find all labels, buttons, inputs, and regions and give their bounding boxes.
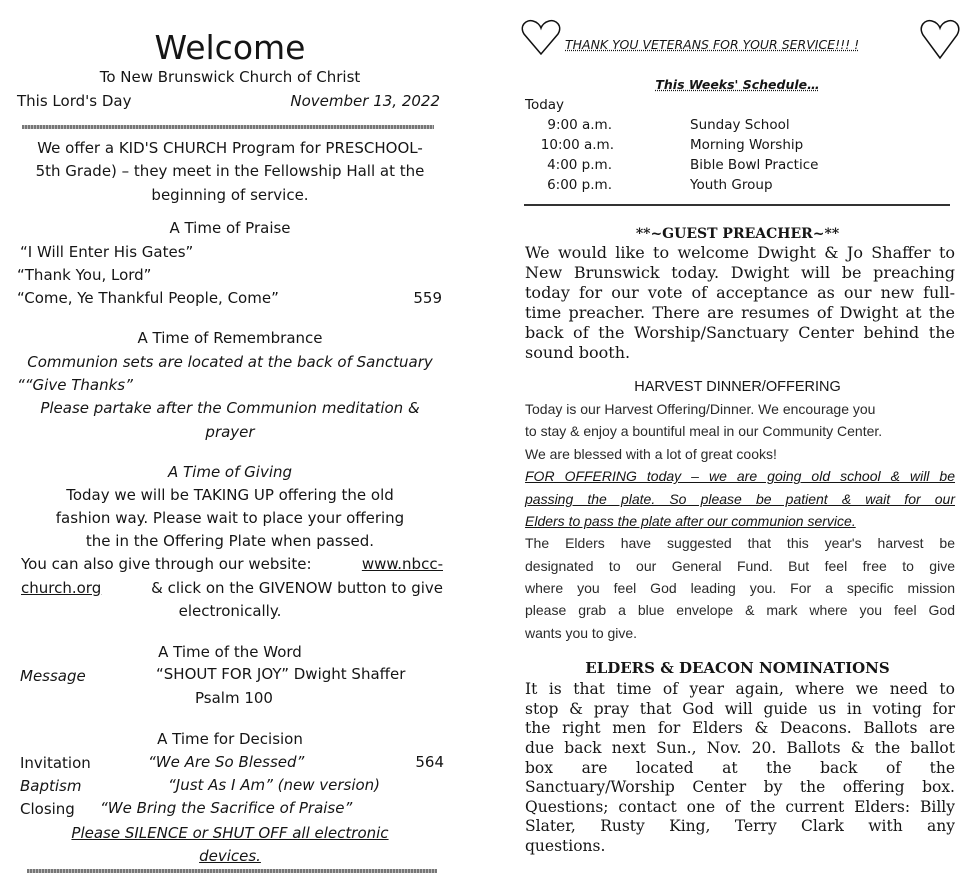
- communion-line: Please partake after the Communion meditation &: [40, 399, 420, 417]
- baptism-label: Baptism: [20, 777, 82, 795]
- praise-song: “Thank You, Lord”: [17, 266, 152, 284]
- guest-line: back of the Worship/Sanctuary Center behind the: [525, 323, 955, 342]
- communion-note: Communion sets are located at the back of Sanctuary: [27, 353, 433, 371]
- harvest-body-line: wants you to give.: [525, 625, 638, 641]
- offering-emphasis: passing the plate. So please be patient & wait for our: [525, 491, 955, 507]
- hymn-number: 559: [413, 289, 442, 307]
- giving-web-line: [21, 578, 443, 598]
- hymn-number: 564: [415, 753, 444, 771]
- harvest-line: to stay & enjoy a bountiful meal in our Community Center.: [525, 423, 883, 439]
- harvest-body-line: please grab a blue envelope & mark where you feel God: [525, 602, 955, 618]
- silence-notice: devices.: [199, 847, 261, 865]
- elders-line: It is that time of year again, where we need to: [525, 680, 955, 698]
- harvest-line: We are blessed with a lot of great cooks!: [525, 446, 777, 462]
- elders-line: due back next Sun., Nov. 20. Ballots & the ballot: [525, 739, 955, 757]
- offering-emphasis: FOR OFFERING today – we are going old school & will be: [525, 468, 955, 484]
- church-name: To New Brunswick Church of Christ: [99, 68, 361, 86]
- elders-line: the right men for Elders & Deacons. Ballots are: [525, 719, 955, 737]
- decision-heading: A Time for Decision: [157, 730, 303, 748]
- harvest-body-line: The Elders have suggested that this year's harvest be: [525, 535, 955, 551]
- message-title: “SHOUT FOR JOY” Dwight Shaffer: [156, 665, 406, 683]
- offering-emphasis: Elders to pass the plate after our communion service.: [525, 513, 856, 529]
- schedule-time: 9:00 a.m.: [547, 117, 612, 133]
- giving-heading: A Time of Giving: [167, 463, 293, 481]
- guest-preacher-heading: **~GUEST PREACHER~**: [635, 226, 840, 242]
- harvest-body-line: where you feel God leading you. For a specific mission: [525, 580, 955, 596]
- giving-web-end: electronically.: [178, 602, 282, 620]
- communion-line: prayer: [205, 423, 255, 441]
- message-label: Message: [20, 667, 86, 685]
- harvest-line: Today is our Harvest Offering/Dinner. We encourage you: [525, 401, 876, 417]
- guest-line: sound booth.: [525, 343, 631, 362]
- heart-icon: [920, 18, 960, 60]
- schedule-time: 10:00 a.m.: [540, 137, 614, 153]
- harvest-body-line: designated to our General Fund. But feel free to give: [525, 558, 955, 574]
- closing-song: “We Bring the Sacrifice of Praise”: [100, 799, 353, 817]
- closing-label: Closing: [20, 800, 75, 818]
- giving-web-line: [21, 554, 443, 574]
- guest-line: We would like to welcome Dwight & Jo Shaffer to: [525, 243, 955, 262]
- guest-line: time preacher. There are resumes of Dwight at the: [525, 303, 955, 322]
- giving-line: the in the Offering Plate when passed.: [85, 532, 375, 550]
- word-heading: A Time of the Word: [158, 643, 302, 661]
- schedule-time: 4:00 p.m.: [547, 157, 612, 173]
- service-date: November 13, 2022: [290, 92, 440, 110]
- giving-line: Today we will be TAKING UP offering the old: [66, 486, 394, 504]
- heart-icon: [521, 18, 561, 56]
- day-label: This Lord's Day: [17, 92, 132, 110]
- elders-line: questions.: [525, 837, 606, 855]
- kids-church-line: beginning of service.: [151, 186, 309, 204]
- praise-heading: A Time of Praise: [169, 219, 291, 237]
- guest-line: New Brunswick today. Dwight will be preaching: [525, 263, 955, 282]
- guest-line: today for our vote of acceptance as our new full-: [525, 283, 955, 302]
- divider: [524, 204, 950, 206]
- divider: [22, 125, 434, 129]
- schedule-event: Youth Group: [690, 177, 773, 193]
- elders-line: stop & pray that God will guide us in voting for: [525, 700, 955, 718]
- schedule-heading: This Weeks' Schedule…: [655, 77, 820, 92]
- giving-web-text: & click on the GIVENOW button to give: [151, 579, 443, 597]
- kids-church-line: We offer a KID'S CHURCH Program for PRESCHOOL-: [37, 139, 423, 157]
- kids-church-line: 5th Grade) – they meet in the Fellowship Hall at the: [35, 162, 425, 180]
- silence-notice: Please SILENCE or SHUT OFF all electronic: [71, 824, 389, 842]
- elders-line: Slater, Rusty King, Terry Clark with any: [525, 817, 955, 835]
- website-link[interactable]: www.nbcc-: [361, 555, 443, 573]
- elders-line: Sanctuary/Worship Center by the offering box.: [525, 778, 955, 796]
- praise-song: “I Will Enter His Gates”: [20, 243, 194, 261]
- communion-song: ““Give Thanks”: [17, 376, 133, 394]
- schedule-day: Today: [525, 97, 565, 113]
- elders-heading: ELDERS & DEACON NOMINATIONS: [585, 659, 890, 677]
- welcome-title: Welcome: [154, 28, 306, 67]
- baptism-song: “Just As I Am” (new version): [168, 776, 381, 794]
- divider: [27, 869, 437, 873]
- elders-line: Questions; contact one of the current Elders: Billy: [525, 798, 955, 816]
- schedule-event: Bible Bowl Practice: [690, 157, 819, 173]
- schedule-event: Morning Worship: [690, 137, 804, 153]
- harvest-heading: HARVEST DINNER/OFFERING: [634, 379, 841, 395]
- veterans-banner: THANK YOU VETERANS FOR YOUR SERVICE!!! !: [565, 37, 860, 52]
- elders-line: box are located at the back of the: [525, 759, 955, 777]
- invitation-song: “We Are So Blessed”: [148, 753, 305, 771]
- schedule-event: Sunday School: [690, 117, 790, 133]
- schedule-time: 6:00 p.m.: [547, 177, 612, 193]
- praise-song: “Come, Ye Thankful People, Come”: [17, 289, 279, 307]
- remembrance-heading: A Time of Remembrance: [137, 329, 323, 347]
- invitation-label: Invitation: [20, 754, 91, 772]
- scripture: Psalm 100: [195, 689, 273, 707]
- website-link[interactable]: church.org: [21, 579, 102, 597]
- giving-web-text: You can also give through our website:: [21, 555, 312, 573]
- giving-line: fashion way. Please wait to place your offering: [55, 509, 405, 527]
